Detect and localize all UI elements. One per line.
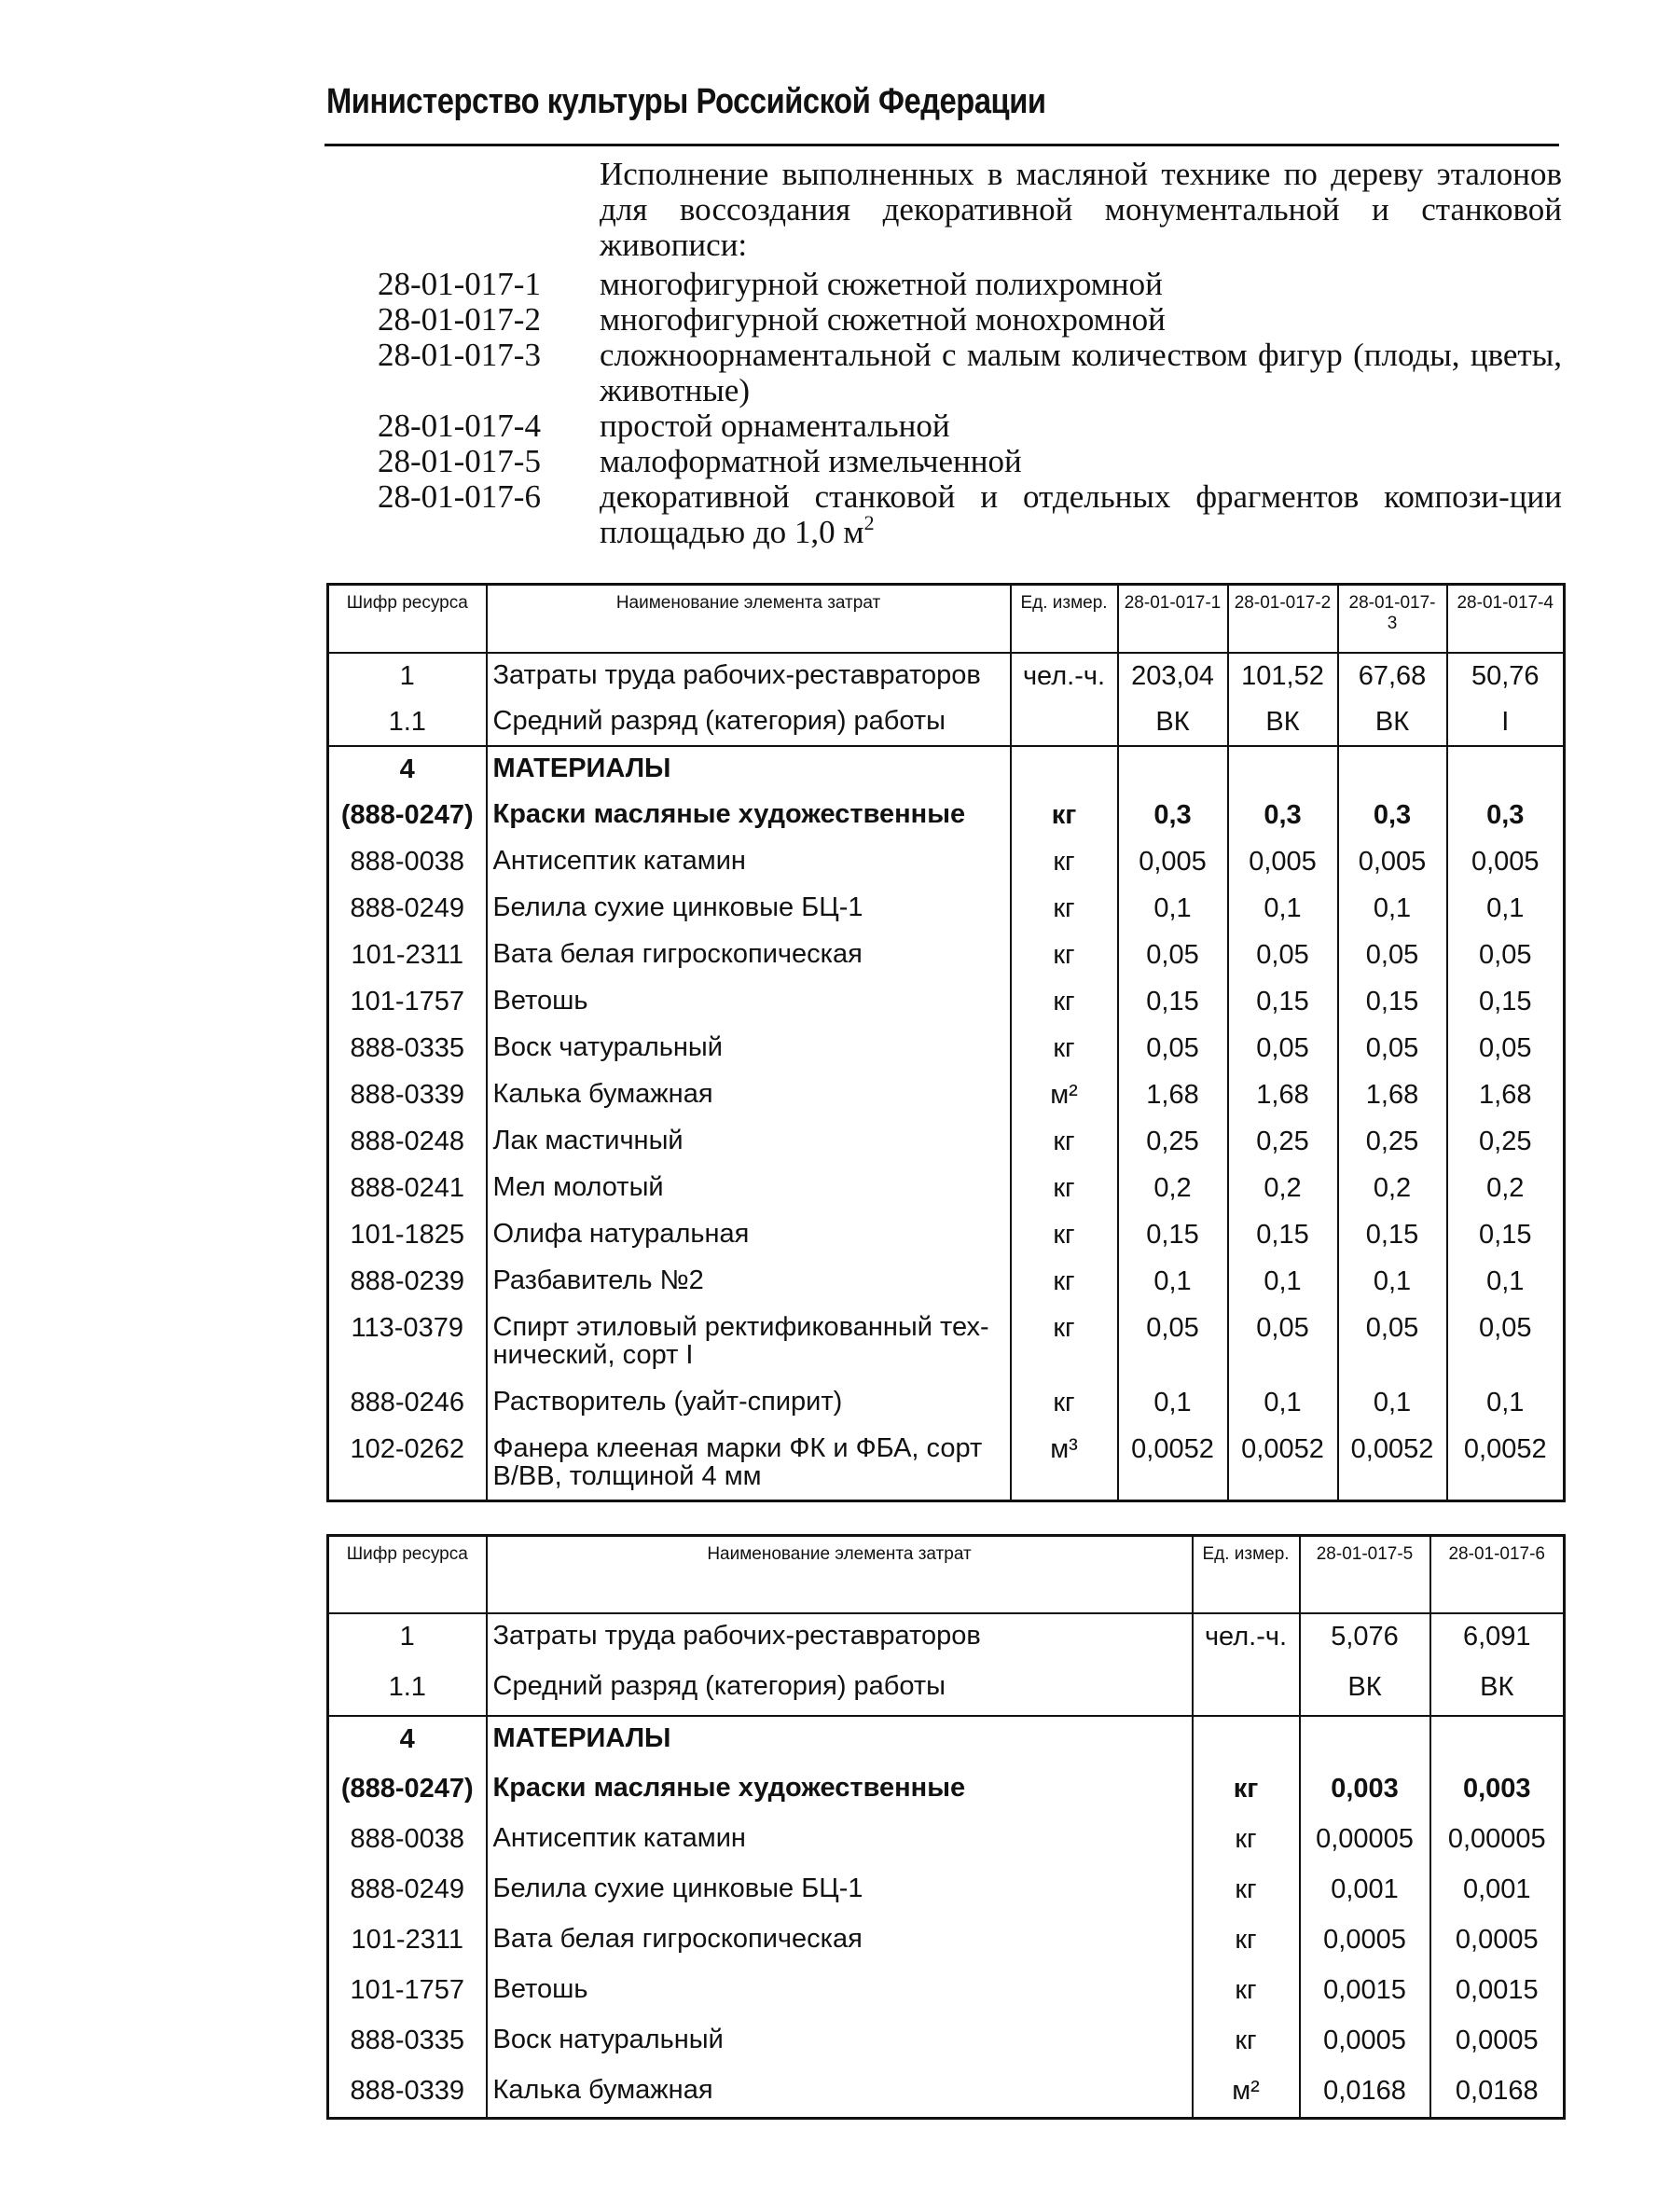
cell-code: 1.1	[328, 1665, 487, 1716]
header-code: Шифр ресурса	[328, 585, 487, 653]
cell-code: 888-0339	[328, 2068, 487, 2119]
cell-value: 0,1	[1228, 1380, 1338, 1427]
cell-unit: м²	[1193, 2068, 1300, 2119]
cell-value: 67,68	[1338, 653, 1447, 699]
cell-value: I	[1447, 699, 1565, 746]
cell-code: 888-0239	[328, 1259, 487, 1306]
cell-value: 0,003	[1430, 1766, 1565, 1817]
cell-value: ВК	[1300, 1665, 1430, 1716]
cell-name: Олифа натуральная	[487, 1212, 1011, 1259]
header-name: Наименование элемента затрат	[487, 585, 1011, 653]
cell-code: 888-0246	[328, 1380, 487, 1427]
spec-item	[378, 408, 1562, 444]
cell-code: 888-0249	[328, 886, 487, 933]
cell-value: 0,1	[1228, 1259, 1338, 1306]
cell-value: ВК	[1228, 699, 1338, 746]
cell-value: 0,15	[1447, 1212, 1565, 1259]
cell-unit: кг	[1193, 1766, 1300, 1817]
header-col: 28-01-017-5	[1300, 1536, 1430, 1613]
table-row	[328, 1119, 1565, 1166]
cell-name: Краски масляные художественные	[487, 1766, 1193, 1817]
cell-value: 0,1	[1338, 886, 1447, 933]
header-col: 28-01-017-1	[1118, 585, 1228, 653]
cell-name: Воск натуральный	[487, 2018, 1193, 2068]
cell-name: Ветошь	[487, 1968, 1193, 2018]
cell-value	[1300, 1716, 1430, 1766]
table-row	[328, 699, 1565, 746]
cell-value: 0,05	[1338, 1026, 1447, 1072]
cell-value: 0,05	[1447, 933, 1565, 979]
table-row	[328, 1917, 1565, 1968]
cell-value: 0,00005	[1430, 1817, 1565, 1867]
cell-value: 0,3	[1118, 793, 1228, 839]
cell-value: 0,0168	[1430, 2068, 1565, 2119]
cell-unit: кг	[1011, 979, 1118, 1026]
cell-value: 1,68	[1447, 1072, 1565, 1119]
cell-name: Мел молотый	[487, 1166, 1011, 1212]
table-row	[328, 1968, 1565, 2018]
table-row	[328, 1766, 1565, 1817]
cell-code: 1	[328, 653, 487, 699]
cell-code: (888-0247)	[328, 1766, 487, 1817]
cell-name: Краски масляные художественные	[487, 793, 1011, 839]
spec-text: сложноорнаментальной с малым количеством фигур (плоды, цветы, животные)	[600, 337, 1562, 408]
spec-item	[378, 302, 1562, 338]
cell-unit: кг	[1193, 1968, 1300, 2018]
cell-value: 0,05	[1228, 1026, 1338, 1072]
cell-value: 0,0015	[1300, 1968, 1430, 2018]
cell-value: 0,1	[1228, 886, 1338, 933]
cell-name: Ветошь	[487, 979, 1011, 1026]
cell-name: МАТЕРИАЛЫ	[487, 1716, 1193, 1766]
cell-code: 888-0038	[328, 1817, 487, 1867]
spec-code: 28-01-017-4	[378, 408, 541, 444]
table-row	[328, 793, 1565, 839]
cell-value: 0,05	[1228, 1306, 1338, 1380]
cell-value: 0,15	[1118, 979, 1228, 1026]
cell-value: 0,05	[1118, 1026, 1228, 1072]
cell-unit: кг	[1011, 1306, 1118, 1380]
cell-value: 0,0052	[1447, 1427, 1565, 1501]
cell-value: 0,2	[1118, 1166, 1228, 1212]
cell-unit	[1193, 1716, 1300, 1766]
cell-name: Вата белая гигроскопическая	[487, 1917, 1193, 1968]
cell-value: 0,25	[1447, 1119, 1565, 1166]
table-row	[328, 1306, 1565, 1380]
cell-code: 888-0241	[328, 1166, 487, 1212]
cell-unit: кг	[1193, 2018, 1300, 2068]
spec-text	[600, 479, 1562, 550]
cell-unit: чел.-ч.	[1011, 653, 1118, 699]
spec-code: 28-01-017-6	[378, 478, 541, 515]
cell-value: 6,091	[1430, 1613, 1565, 1665]
cell-value: ВК	[1118, 699, 1228, 746]
header-col: 28-01-017-6	[1430, 1536, 1565, 1613]
header-unit: Ед. измер.	[1193, 1536, 1300, 1613]
cell-value: 0,1	[1118, 886, 1228, 933]
cell-unit: кг	[1011, 1166, 1118, 1212]
table-row	[328, 653, 1565, 699]
cell-code: 888-0335	[328, 2018, 487, 2068]
cell-unit	[1193, 1665, 1300, 1716]
spec-text: многофигурной сюжетной монохромной	[600, 301, 1166, 338]
cell-unit: кг	[1011, 1026, 1118, 1072]
cell-value: 1,68	[1338, 1072, 1447, 1119]
cell-name: Лак мастичный	[487, 1119, 1011, 1166]
cell-code: 4	[328, 1716, 487, 1766]
cell-name: Антисептик катамин	[487, 1817, 1193, 1867]
cell-name: Калька бумажная	[487, 2068, 1193, 2119]
cell-value: 0,3	[1447, 793, 1565, 839]
cell-value: 0,2	[1338, 1166, 1447, 1212]
spec-text: простой орнаментальной	[600, 408, 950, 444]
cell-code: 101-1757	[328, 1968, 487, 2018]
header-col: 28-01-017-3	[1338, 585, 1447, 653]
cell-unit: чел.-ч.	[1193, 1613, 1300, 1665]
cell-unit: кг	[1011, 839, 1118, 886]
header-col: 28-01-017-2	[1228, 585, 1338, 653]
cell-value: 0,0052	[1118, 1427, 1228, 1501]
spec-list	[378, 267, 1562, 550]
table-row	[328, 1665, 1565, 1716]
cell-code: 4	[328, 746, 487, 793]
spec-code: 28-01-017-2	[378, 301, 541, 338]
spec-text-main: декоративной станковой и отдельных фрагментов компози-ции площадью до 1,0 м	[600, 478, 1562, 550]
header-name: Наименование элемента затрат	[487, 1536, 1193, 1613]
cell-value: 0,25	[1338, 1119, 1447, 1166]
cell-value: 0,05	[1338, 1306, 1447, 1380]
cell-unit: м²	[1011, 1072, 1118, 1119]
spec-text: малоформатной измельченной	[600, 443, 1022, 479]
spec-code: 28-01-017-5	[378, 443, 541, 479]
cell-value: 0,0005	[1430, 2018, 1565, 2068]
cell-value: 0,005	[1228, 839, 1338, 886]
cell-value: 0,15	[1228, 1212, 1338, 1259]
cell-name: Антисептик катамин	[487, 839, 1011, 886]
cell-value: 0,05	[1228, 933, 1338, 979]
cell-value: 0,005	[1118, 839, 1228, 886]
cell-value: 0,2	[1447, 1166, 1565, 1212]
cell-unit: кг	[1193, 1917, 1300, 1968]
cell-unit: кг	[1011, 1119, 1118, 1166]
resource-table-2	[326, 1534, 1566, 2120]
header-col: 28-01-017-4	[1447, 585, 1565, 653]
table-row	[328, 933, 1565, 979]
cell-value: 0,00005	[1300, 1817, 1430, 1867]
cell-value	[1118, 746, 1228, 793]
cell-value: 0,1	[1338, 1259, 1447, 1306]
cell-name: Фанера клееная марки ФК и ФБА, сорт В/ВВ, толщиной 4 мм	[487, 1427, 1011, 1501]
cell-name: Воск чатуральный	[487, 1026, 1011, 1072]
cell-value: 0,1	[1338, 1380, 1447, 1427]
cell-unit: кг	[1193, 1817, 1300, 1867]
table-row	[328, 839, 1565, 886]
table-row	[328, 746, 1565, 793]
table-row	[328, 1072, 1565, 1119]
cell-code: (888-0247)	[328, 793, 487, 839]
cell-name: Белила сухие цинковые БЦ-1	[487, 886, 1011, 933]
cell-unit: м³	[1011, 1427, 1118, 1501]
cell-value: 0,05	[1338, 933, 1447, 979]
cell-value: 0,003	[1300, 1766, 1430, 1817]
cell-value: 0,0015	[1430, 1968, 1565, 2018]
spec-code: 28-01-017-3	[378, 337, 541, 373]
cell-value: 0,25	[1118, 1119, 1228, 1166]
table-row	[328, 1380, 1565, 1427]
cell-value: 1,68	[1118, 1072, 1228, 1119]
cell-value: 0,15	[1338, 1212, 1447, 1259]
cell-value: ВК	[1430, 1665, 1565, 1716]
table-row	[328, 979, 1565, 1026]
cell-name: Средний разряд (категория) работы	[487, 699, 1011, 746]
cell-value: 0,0005	[1430, 1917, 1565, 1968]
table-row	[328, 1613, 1565, 1665]
cell-code: 1.1	[328, 699, 487, 746]
cell-value: 0,0005	[1300, 2018, 1430, 2068]
cell-value: 0,001	[1300, 1867, 1430, 1917]
cell-value: 0,05	[1118, 1306, 1228, 1380]
table-header-row	[328, 585, 1565, 653]
table-row	[328, 1716, 1565, 1766]
cell-name: Затраты труда рабочих-реставраторов	[487, 653, 1011, 699]
resource-table-1	[326, 583, 1566, 1502]
cell-value: 101,52	[1228, 653, 1338, 699]
cell-value: 0,005	[1447, 839, 1565, 886]
header-rule	[325, 144, 1559, 146]
cell-unit: кг	[1011, 933, 1118, 979]
cell-unit: кг	[1011, 1380, 1118, 1427]
spec-superscript: 2	[863, 511, 875, 534]
cell-value: 0,15	[1338, 979, 1447, 1026]
cell-code: 1	[328, 1613, 487, 1665]
cell-unit: кг	[1193, 1867, 1300, 1917]
cell-value: 0,1	[1118, 1259, 1228, 1306]
cell-name: Разбавитель №2	[487, 1259, 1011, 1306]
cell-unit: кг	[1011, 886, 1118, 933]
cell-value: 0,0168	[1300, 2068, 1430, 2119]
cell-name: Калька бумажная	[487, 1072, 1011, 1119]
table-row	[328, 1427, 1565, 1501]
cell-code: 101-1757	[328, 979, 487, 1026]
cell-value: 0,25	[1228, 1119, 1338, 1166]
cell-value	[1228, 746, 1338, 793]
header-unit: Ед. измер.	[1011, 585, 1118, 653]
cell-name: Спирт этиловый ректификованный тех-нический, сорт I	[487, 1306, 1011, 1380]
cell-code: 888-0038	[328, 839, 487, 886]
cell-value: 0,05	[1118, 933, 1228, 979]
cell-name: Вата белая гигроскопическая	[487, 933, 1011, 979]
cell-value: 0,3	[1338, 793, 1447, 839]
cell-value: 0,3	[1228, 793, 1338, 839]
cell-value: 0,1	[1447, 1259, 1565, 1306]
cell-value: 0,001	[1430, 1867, 1565, 1917]
page-title: Министерство культуры Российской Федерации	[326, 82, 1046, 121]
cell-value	[1430, 1716, 1565, 1766]
cell-unit: кг	[1011, 1212, 1118, 1259]
cell-code: 888-0339	[328, 1072, 487, 1119]
cell-code: 101-2311	[328, 1917, 487, 1968]
cell-value: 0,2	[1228, 1166, 1338, 1212]
table-row	[328, 1026, 1565, 1072]
cell-value: 0,0052	[1338, 1427, 1447, 1501]
cell-value: 0,15	[1118, 1212, 1228, 1259]
cell-value: 0,1	[1118, 1380, 1228, 1427]
cell-code: 888-0249	[328, 1867, 487, 1917]
spec-code: 28-01-017-1	[378, 266, 541, 302]
cell-value: 0,05	[1447, 1026, 1565, 1072]
cell-value: 1,68	[1228, 1072, 1338, 1119]
cell-value: 50,76	[1447, 653, 1565, 699]
cell-name: Средний разряд (категория) работы	[487, 1665, 1193, 1716]
table-row	[328, 1817, 1565, 1867]
cell-name: Затраты труда рабочих-реставраторов	[487, 1613, 1193, 1665]
cell-value: 0,05	[1447, 1306, 1565, 1380]
cell-unit: кг	[1011, 793, 1118, 839]
table-row	[328, 1212, 1565, 1259]
table-row	[328, 1259, 1565, 1306]
cell-unit: кг	[1011, 1259, 1118, 1306]
cell-value	[1338, 746, 1447, 793]
cell-code: 101-2311	[328, 933, 487, 979]
table-row	[328, 1867, 1565, 1917]
cell-value: 0,005	[1338, 839, 1447, 886]
cell-value	[1447, 746, 1565, 793]
cell-code: 888-0248	[328, 1119, 487, 1166]
cell-unit	[1011, 746, 1118, 793]
spec-item	[378, 444, 1562, 479]
intro-paragraph: Исполнение выполненных в масляной технике по дереву эталонов для воссоздания декоративной монументальной и станковой живописи:	[600, 156, 1562, 263]
cell-code: 113-0379	[328, 1306, 487, 1380]
spec-item	[378, 479, 1562, 550]
header-code: Шифр ресурса	[328, 1536, 487, 1613]
spec-text: многофигурной сюжетной полихромной	[600, 266, 1163, 302]
cell-value: 0,15	[1228, 979, 1338, 1026]
cell-value: 203,04	[1118, 653, 1228, 699]
cell-name: Растворитель (уайт-спирит)	[487, 1380, 1011, 1427]
cell-code: 101-1825	[328, 1212, 487, 1259]
spec-item	[378, 267, 1562, 302]
cell-code: 888-0335	[328, 1026, 487, 1072]
cell-value: 5,076	[1300, 1613, 1430, 1665]
cell-name: Белила сухие цинковые БЦ-1	[487, 1867, 1193, 1917]
cell-unit	[1011, 699, 1118, 746]
cell-value: 0,0005	[1300, 1917, 1430, 1968]
cell-value: 0,0052	[1228, 1427, 1338, 1501]
table-row	[328, 1166, 1565, 1212]
table-row	[328, 2018, 1565, 2068]
table-row	[328, 886, 1565, 933]
cell-value: ВК	[1338, 699, 1447, 746]
cell-name: МАТЕРИАЛЫ	[487, 746, 1011, 793]
cell-value: 0,1	[1447, 1380, 1565, 1427]
cell-code: 102-0262	[328, 1427, 487, 1501]
cell-value: 0,15	[1447, 979, 1565, 1026]
table-header-row	[328, 1536, 1565, 1613]
cell-value: 0,1	[1447, 886, 1565, 933]
table-row	[328, 2068, 1565, 2119]
spec-item	[378, 338, 1562, 408]
